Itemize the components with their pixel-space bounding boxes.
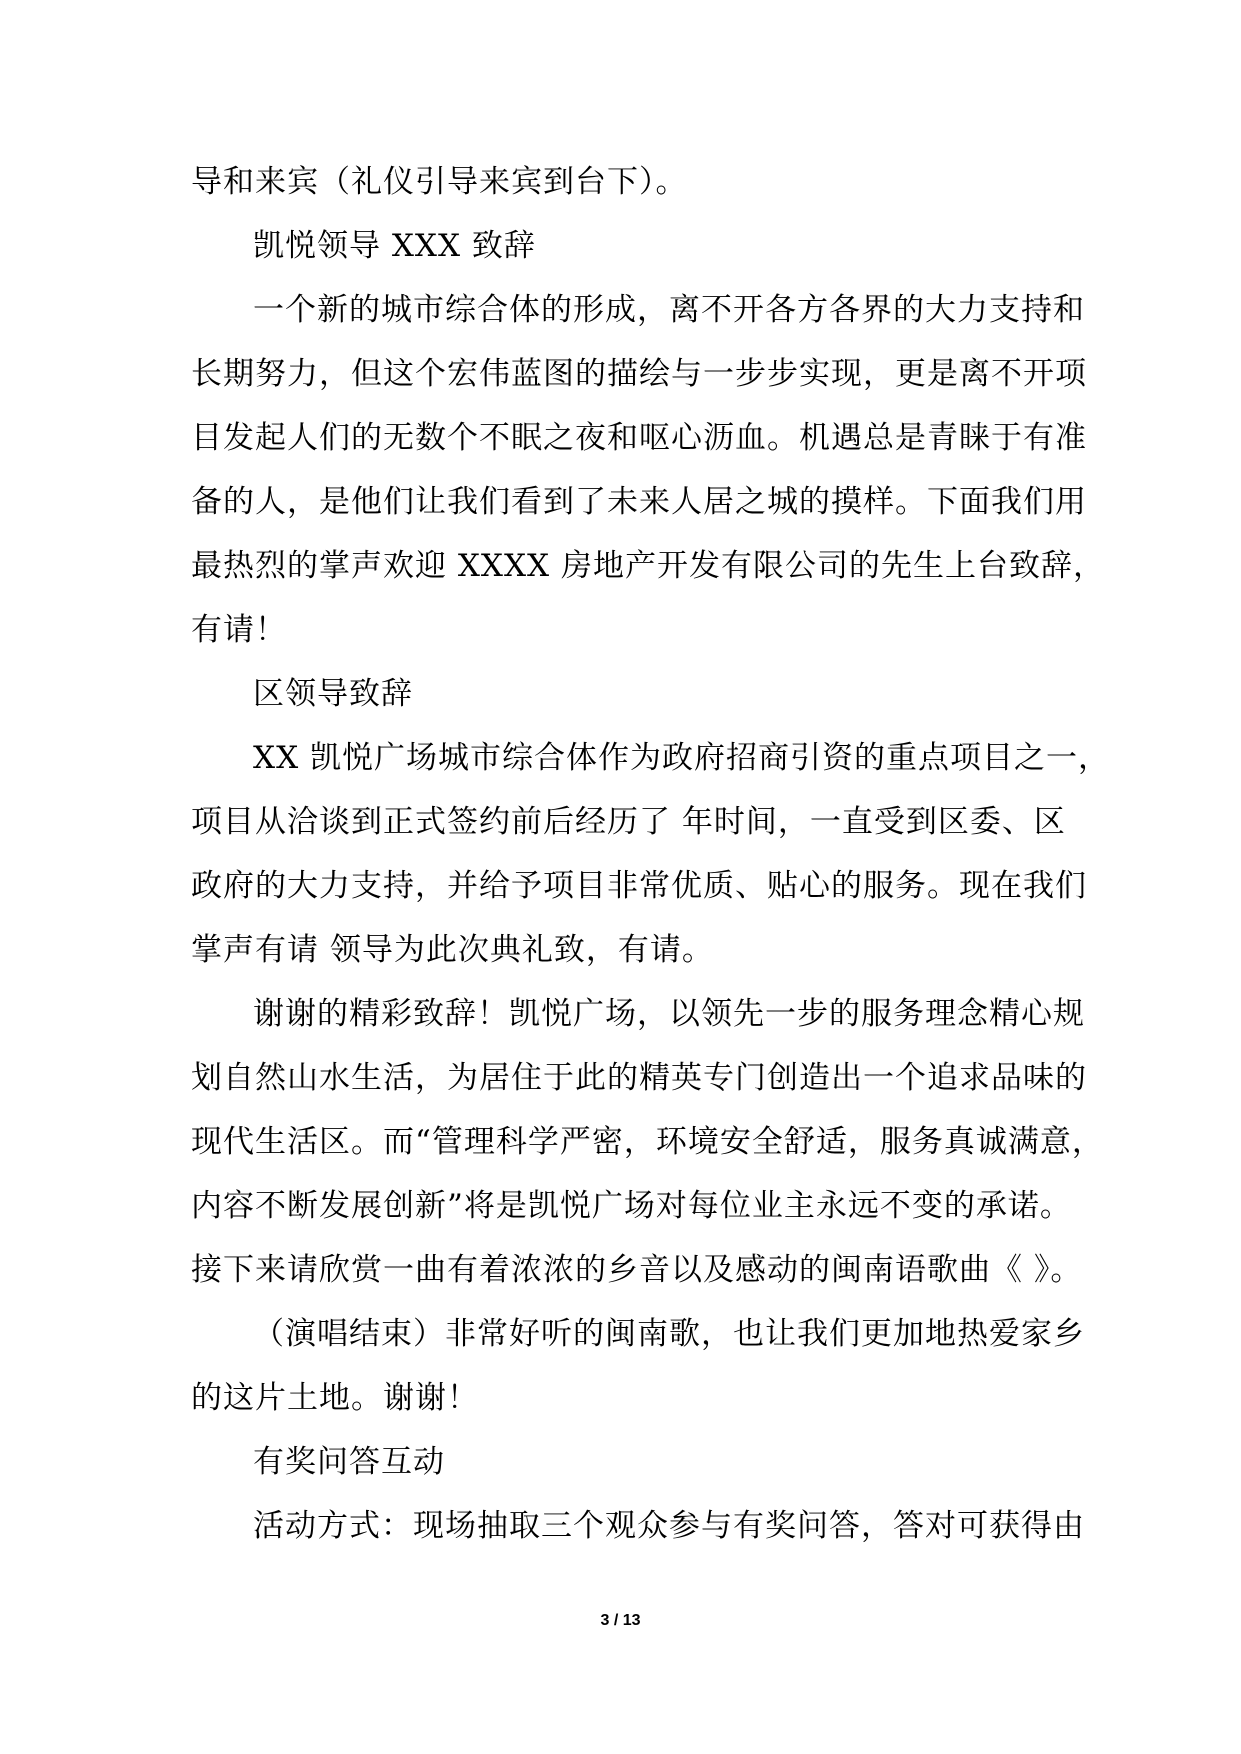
text-line: 接下来请欣赏一曲有着浓浓的乡音以及感动的闽南语歌曲《 》。 [191, 1252, 1083, 1288]
page-number: 3 / 13 [600, 1612, 641, 1629]
text-line: 有请！ [191, 612, 287, 648]
text-line: 导和来宾（礼仪引导来宾到台下）。 [191, 164, 688, 200]
text-line: 政府的大力支持，并给予项目非常优质、贴心的服务。现在我们 [191, 868, 1087, 904]
section-heading-district-speech: 区领导致辞 [253, 676, 413, 712]
section-heading-kaiyue-speech: 凯悦领导 XXX 致辞 [253, 228, 536, 264]
text-line: XX 凯悦广场城市综合体作为政府招商引资的重点项目之一， [253, 740, 1110, 776]
text-line: 长期努力，但这个宏伟蓝图的描绘与一步步实现，更是离不开项 [191, 356, 1087, 392]
text-line: 现代生活区。而“管理科学严密，环境安全舒适，服务真诚满意， [191, 1124, 1104, 1160]
text-line: 最热烈的掌声欢迎 XXXX 房地产开发有限公司的先生上台致辞， [191, 548, 1105, 584]
text-line: 一个新的城市综合体的形成，离不开各方各界的大力支持和 [253, 292, 1085, 328]
text-line: 谢谢的精彩致辞！凯悦广场，以领先一步的服务理念精心规 [253, 996, 1085, 1032]
text-line: 活动方式：现场抽取三个观众参与有奖问答，答对可获得由 [253, 1508, 1085, 1544]
text-line: 目发起人们的无数个不眠之夜和呕心沥血。机遇总是青睐于有准 [191, 420, 1087, 456]
text-line: 划自然山水生活，为居住于此的精英专门创造出一个追求品味的 [191, 1060, 1087, 1096]
text-line: 的这片土地。谢谢！ [191, 1380, 479, 1416]
section-heading-quiz: 有奖问答互动 [253, 1444, 445, 1480]
text-line: 掌声有请 领导为此次典礼致，有请。 [191, 932, 714, 968]
text-line: 备的人，是他们让我们看到了未来人居之城的摸样。下面我们用 [191, 484, 1087, 520]
body-text [191, 150, 1110, 1558]
text-line: 项目从洽谈到正式签约前后经历了 年时间，一直受到区委、区 [191, 804, 1066, 840]
text-line: （演唱结束）非常好听的闽南歌，也让我们更加地热爱家乡 [253, 1316, 1085, 1352]
text-line: 内容不断发展创新”将是凯悦广场对每位业主永远不变的承诺。 [191, 1188, 1072, 1224]
